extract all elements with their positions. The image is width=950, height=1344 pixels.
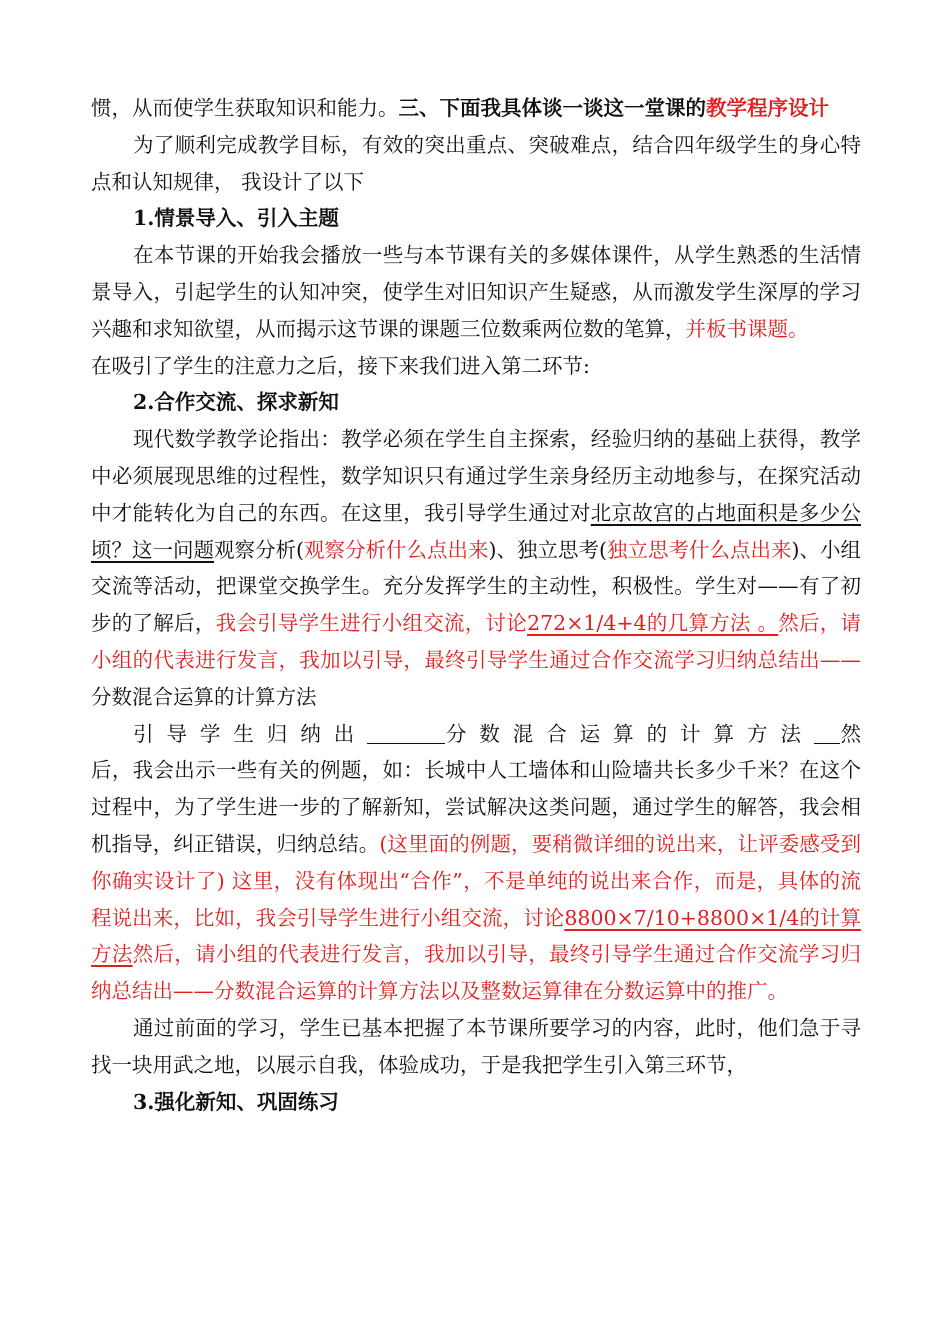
text-run: 现代数学教学论指出：教学必须在学生自主探索，经验归纳的基础上获得，教学中必须展现思维的过程性，数学知识只有通过学生亲身经历主动地参与，在探究活动中才能转化为自己的东西。在这里，我引导学生通过对 (91, 427, 861, 525)
text-run: 分数混合运算的计算方法 (91, 684, 317, 709)
heading-step-3: 3.强化新知、巩固练习 (133, 1089, 339, 1114)
text-run: 然后，我会出示一些有关的例题，如：长城中人工墙体和山险墙共长多少千米？在这个过程中，为了学生进一步的了解新知，尝试解决这类问题，通过学生的解答，我会相机指导，纠正错误，归纳总结。 (91, 721, 861, 856)
fill-blank (367, 722, 445, 744)
section-heading-3: 三、下面我具体谈一谈这一堂课的 (398, 96, 706, 120)
fill-blank (814, 722, 840, 744)
text-run: 引导学生归纳出 (133, 721, 368, 746)
paragraph-step-2 (91, 421, 861, 715)
section-heading-3-highlight: 教学程序设计 (706, 96, 829, 120)
paragraph-summary (91, 716, 861, 1010)
text-run: 在本节课的开始我会播放一些与本节课有关的多媒体课件，从学生熟悉的生活情景导入，引起学生的认知冲突，使学生对旧知识产生疑惑，从而激发学生深厚的学习兴趣和求知欲望，从而揭示这节课的课题三位数乘两位数的笔算， (91, 243, 861, 341)
underlined-question: 北京故宫的占地面积是多少公顷？这一问题 (91, 500, 862, 562)
paragraph-transition-3: 通过前面的学习，学生已基本把握了本节课所要学习的内容，此时，他们急于寻找一块用武之地，以展示自我，体验成功，于是我把学生引入第三环节， (91, 1015, 861, 1077)
annotation-red: 然后，请小组的代表进行发言，我加以引导，最终引导学生通过合作交流学习归纳总结出——分数混合运算的计算方法以及整数运算律在分数运算中的推广。 (91, 942, 861, 1004)
text-run: )、小组交流等活动，把课堂交换学生。充分发挥学生的主动性，积极性。学生对——有了初步的了解后， (91, 537, 861, 636)
annotation-red: 然后，请小组的代表进行发言，我加以引导，最终引导学生通过合作交流学习归纳总结出—— (91, 611, 862, 672)
annotation-red: 并板书课题。 (685, 316, 809, 341)
text-run: 惯，从而使学生获取知识和能力。 (91, 96, 399, 120)
text-run: 观察分析( (214, 537, 304, 562)
paragraph-intro-end (91, 90, 861, 127)
annotation-red: 独立思考什么点出来 (607, 537, 792, 562)
paragraph-step-1 (91, 237, 861, 347)
annotation-red: 我会引导学生进行小组交流，讨论 (215, 611, 528, 636)
heading-step-2: 2.合作交流、探求新知 (133, 390, 339, 415)
heading-step-1: 1.情景导入、引入主题 (133, 206, 339, 231)
paragraph-transition-2: 在吸引了学生的注意力之后，接下来我们进入第二环节: (91, 353, 590, 378)
text-run: 分数混合运算的计算方法 (445, 721, 814, 746)
underlined-formula-1: 272×1/4+4的几算方法 。 (527, 611, 779, 636)
annotation-red: (这里面的例题，要稍微详细的说出来，让评委感受到你确实设计了) 这里，没有体现出“合作”，不是单纯的说出来合作，而是，具体的流程说出来，比如，我会引导学生进行小组交流，讨论 (91, 831, 862, 930)
annotation-red: 观察分析什么点出来 (304, 537, 489, 562)
underlined-formula-2: 8800×7/10+8800×1/4的计算方法 (91, 905, 862, 967)
text-run: )、独立思考( (488, 537, 607, 562)
paragraph-design-intro: 为了顺利完成教学目标，有效的突出重点、突破难点，结合四年级学生的身心特点和认知规律， 我设计了以下 (91, 132, 861, 194)
document-page (91, 90, 861, 1120)
